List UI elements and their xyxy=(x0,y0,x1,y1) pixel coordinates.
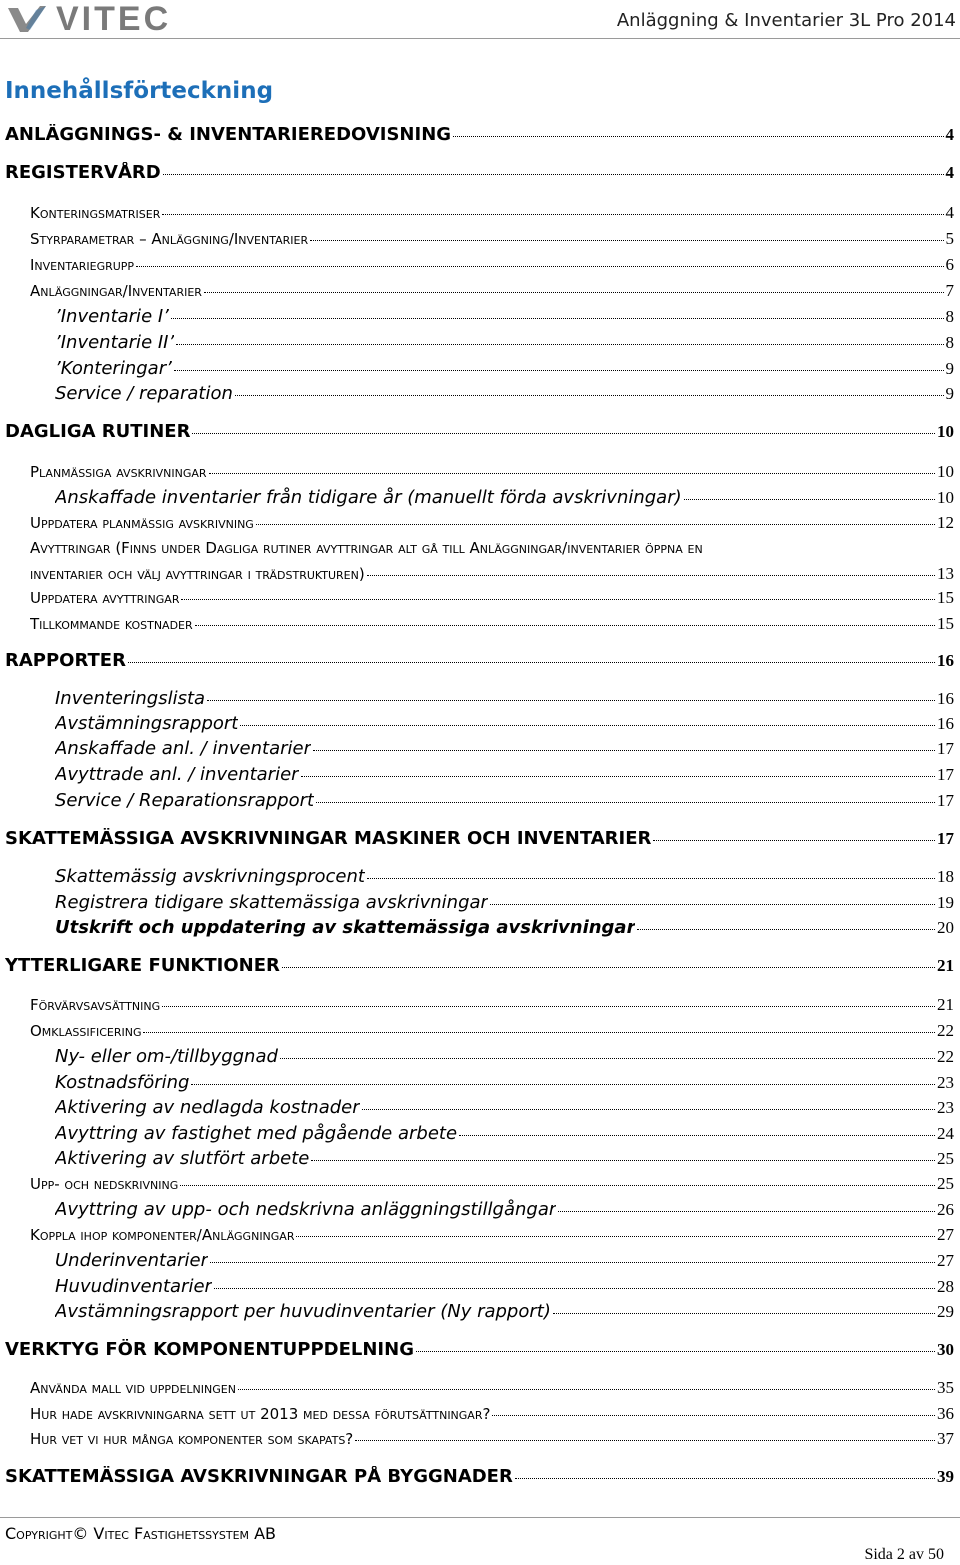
toc-entry[interactable] xyxy=(30,1225,954,1245)
toc-entry-title: Styrparametrar – Anläggning/Inventarier xyxy=(30,230,309,248)
toc-page-number: 10 xyxy=(937,422,954,441)
toc-entry[interactable] xyxy=(55,1250,954,1271)
toc-dot-leader xyxy=(310,240,943,241)
toc-entry-title: Ny- eller om-/tillbyggnad xyxy=(55,1046,278,1067)
toc-dot-leader xyxy=(362,1109,935,1110)
toc-dot-leader xyxy=(256,524,935,525)
toc-entry-title: DAGLIGA RUTINER xyxy=(5,421,191,442)
toc-entry-title: Avstämningsrapport per huvudinventarier (Ny rapport) xyxy=(55,1301,551,1322)
toc-page-number: 7 xyxy=(945,281,954,300)
toc-entry[interactable] xyxy=(55,1276,954,1297)
toc-entry-title: Inventeringslista xyxy=(55,688,206,709)
toc-entry[interactable] xyxy=(55,738,954,759)
toc-entry[interactable] xyxy=(55,1123,954,1144)
toc-entry-title: Underinventarier xyxy=(55,1250,208,1271)
toc-dot-leader xyxy=(209,473,935,474)
toc-dot-leader xyxy=(515,1478,935,1479)
toc-entry-title: Uppdatera planmässig avskrivning xyxy=(30,514,254,532)
toc-entry-title: ’Inventarie II’ xyxy=(55,332,175,353)
copyright-text: Copyright© Vitec Fastighetssystem AB xyxy=(5,1524,277,1543)
toc-page-number: 4 xyxy=(945,125,954,144)
toc-dot-leader xyxy=(163,174,944,175)
toc-entry[interactable] xyxy=(55,358,954,379)
toc-entry-title: Tillkommande kostnader xyxy=(30,615,193,633)
toc-dot-leader xyxy=(240,725,935,726)
toc-entry-title: Service / Reparationsrapport xyxy=(55,790,315,811)
toc-entry-title: Hur vet vi hur många komponenter som skapats? xyxy=(30,1430,354,1448)
toc-page-number: 4 xyxy=(945,163,954,182)
toc-entry-title: ANLÄGGNINGS- & INVENTARIEREDOVISNING xyxy=(5,124,452,145)
toc-entry-title: Inventariegrupp xyxy=(30,256,135,274)
toc-dot-leader xyxy=(637,929,935,930)
toc-entry-title: Anskaffade inventarier från tidigare år (manuellt förda avskrivningar) xyxy=(55,487,682,508)
toc-entry-title: Service / reparation xyxy=(55,383,233,404)
toc-page-number: 15 xyxy=(937,588,954,607)
toc-entry[interactable] xyxy=(30,1021,954,1041)
toc-page-number: 39 xyxy=(937,1467,954,1486)
toc-dot-leader xyxy=(416,1351,935,1352)
toc-page-number: 27 xyxy=(937,1251,954,1270)
toc-page-number: 24 xyxy=(937,1124,954,1143)
toc-page-number: 25 xyxy=(937,1174,954,1193)
toc-entry[interactable] xyxy=(55,917,954,938)
toc-dot-leader xyxy=(355,1440,935,1441)
toc-page-number: 6 xyxy=(945,255,954,274)
toc-dot-leader xyxy=(492,1415,935,1416)
toc-page-number: 9 xyxy=(945,359,954,378)
toc-dot-leader xyxy=(316,802,935,803)
toc-dot-leader xyxy=(367,878,935,879)
toc-entry-title: Huvudinventarier xyxy=(55,1276,212,1297)
toc-dot-leader xyxy=(282,967,935,968)
toc-page-number: 16 xyxy=(937,651,954,670)
toc-entry[interactable] xyxy=(55,383,954,404)
toc-entry-title: Avstämningsrapport xyxy=(55,713,239,734)
toc-entry-title: Registrera tidigare skattemässiga avskrivningar xyxy=(55,892,488,913)
toc-page-number: 12 xyxy=(937,513,954,532)
page-indicator: Sida 2 av 50 xyxy=(864,1546,944,1563)
toc-dot-leader xyxy=(453,136,943,137)
toc-page-number: 20 xyxy=(937,918,954,937)
toc-dot-leader xyxy=(301,776,935,777)
toc-page-number: 17 xyxy=(937,739,954,758)
toc-dot-leader xyxy=(162,214,943,215)
toc-entry-title: ’Inventarie I’ xyxy=(55,306,169,327)
toc-entry[interactable] xyxy=(30,513,954,533)
toc-page-number: 10 xyxy=(937,462,954,481)
logo-text: VITEC xyxy=(56,0,172,38)
toc-entry[interactable] xyxy=(55,1097,954,1118)
toc-entry-title: Uppdatera avyttringar xyxy=(30,589,180,607)
toc-entry[interactable] xyxy=(30,462,954,482)
toc-dot-leader xyxy=(207,700,935,701)
toc-entry[interactable] xyxy=(30,995,954,1015)
toc-dot-leader xyxy=(553,1313,935,1314)
toc-dot-leader xyxy=(296,1236,935,1237)
toc-page-number: 30 xyxy=(937,1340,954,1359)
toc-page-number: 15 xyxy=(937,614,954,633)
toc-entry[interactable] xyxy=(55,306,954,327)
toc-entry-title: Aktivering av slutfört arbete xyxy=(55,1148,310,1169)
toc-entry-title: Anskaffade anl. / inventarier xyxy=(55,738,311,759)
toc-entry[interactable] xyxy=(5,650,954,671)
toc-dot-leader xyxy=(235,395,944,396)
toc-dot-leader xyxy=(143,1032,935,1033)
toc-dot-leader xyxy=(214,1288,935,1289)
toc-entry[interactable] xyxy=(30,1429,954,1449)
toc-entry[interactable] xyxy=(55,866,954,887)
toc-entry[interactable] xyxy=(55,713,954,734)
toc-entry[interactable] xyxy=(55,1046,954,1067)
toc-page-number: 36 xyxy=(937,1404,954,1423)
toc-entry[interactable] xyxy=(30,1378,954,1398)
toc-entry-title: Avyttringar (Finns under Dagliga rutiner avyttringar alt gå till Anläggningar/inventarier öppna en xyxy=(30,539,703,557)
toc-page-number: 21 xyxy=(937,956,954,975)
toc-dot-leader xyxy=(490,904,935,905)
toc-dot-leader xyxy=(195,625,935,626)
toc-entry[interactable] xyxy=(55,487,954,508)
toc-page-number: 17 xyxy=(937,829,954,848)
toc-entry-title: Anläggningar/Inventarier xyxy=(30,282,202,300)
toc-dot-leader xyxy=(128,662,935,663)
toc-page-number: 21 xyxy=(937,995,954,1014)
toc-page-number: 27 xyxy=(937,1225,954,1244)
toc-dot-leader xyxy=(210,1262,935,1263)
toc-dot-leader xyxy=(367,575,935,576)
toc-entry[interactable] xyxy=(55,1301,954,1322)
toc-dot-leader xyxy=(558,1211,935,1212)
toc-entry[interactable] xyxy=(30,588,954,608)
toc-entry[interactable] xyxy=(30,229,954,249)
toc-page-number: 16 xyxy=(937,714,954,733)
toc-entry[interactable] xyxy=(5,1466,954,1487)
toc-page-number: 13 xyxy=(937,564,954,583)
toc-dot-leader xyxy=(136,266,943,267)
toc-entry-title: Omklassificering xyxy=(30,1022,142,1040)
toc-entry[interactable] xyxy=(30,281,954,301)
toc-entry-title: REGISTERVÅRD xyxy=(5,162,161,183)
toc-entry-title: VERKTYG FÖR KOMPONENTUPPDELNING xyxy=(5,1339,414,1360)
toc-dot-leader xyxy=(174,370,944,371)
toc-entry-title: Aktivering av nedlagda kostnader xyxy=(55,1097,360,1118)
toc-entry-title: ’Konteringar’ xyxy=(55,358,172,379)
toc-dot-leader xyxy=(313,750,935,751)
footer-divider xyxy=(0,1517,960,1518)
toc-page-number: 26 xyxy=(937,1200,954,1219)
toc-page-number: 9 xyxy=(945,384,954,403)
toc-entry-title: Upp- och nedskrivning xyxy=(30,1175,179,1193)
toc-entry[interactable] xyxy=(55,764,954,785)
toc-entry-title: Avyttring av fastighet med pågående arbete xyxy=(55,1123,458,1144)
toc-entry-title: Konteringsmatriser xyxy=(30,204,161,222)
toc-dot-leader xyxy=(653,840,935,841)
toc-entry[interactable] xyxy=(55,332,954,353)
toc-entry-title: Avyttring av upp- och nedskrivna anläggningstillgångar xyxy=(55,1199,557,1220)
toc-page-number: 37 xyxy=(937,1429,954,1448)
toc-entry-title: Använda mall vid uppdelningen xyxy=(30,1379,236,1397)
toc-dot-leader xyxy=(204,292,944,293)
toc-page-number: 22 xyxy=(937,1047,954,1066)
toc-entry-title: SKATTEMÄSSIGA AVSKRIVNINGAR MASKINER OCH INVENTARIER xyxy=(5,828,652,849)
toc-entry[interactable] xyxy=(30,1174,954,1194)
toc-dot-leader xyxy=(191,1084,935,1085)
toc-dot-leader xyxy=(181,599,935,600)
toc-dot-leader xyxy=(280,1058,935,1059)
toc-entry[interactable] xyxy=(55,1148,954,1169)
toc-page-number: 17 xyxy=(937,765,954,784)
toc-dot-leader xyxy=(238,1389,935,1390)
toc-entry[interactable] xyxy=(55,1072,954,1093)
toc-entry-title: Planmässiga avskrivningar xyxy=(30,463,207,481)
toc-dot-leader xyxy=(176,344,943,345)
toc-page-number: 8 xyxy=(945,333,954,352)
toc-page-number: 22 xyxy=(937,1021,954,1040)
toc-entry-title: YTTERLIGARE FUNKTIONER xyxy=(5,955,280,976)
toc-page-number: 10 xyxy=(937,488,954,507)
toc-dot-leader xyxy=(171,318,944,319)
toc-page-number: 16 xyxy=(937,689,954,708)
toc-page-number: 23 xyxy=(937,1098,954,1117)
toc-entry[interactable] xyxy=(55,1199,954,1220)
toc-entry[interactable] xyxy=(5,124,954,145)
toc-entry[interactable] xyxy=(30,564,954,584)
toc-entry[interactable] xyxy=(5,421,954,442)
toc-entry-title: SKATTEMÄSSIGA AVSKRIVNINGAR PÅ BYGGNADER xyxy=(5,1466,513,1487)
toc-entry-title: Förvärvsavsättning xyxy=(30,996,161,1014)
toc-entry[interactable] xyxy=(30,255,954,275)
toc-entry[interactable] xyxy=(5,162,954,183)
toc-entry[interactable] xyxy=(55,790,954,811)
toc-entry-title: Kostnadsföring xyxy=(55,1072,190,1093)
toc-entry[interactable] xyxy=(5,955,954,976)
toc-page-number: 4 xyxy=(945,203,954,222)
toc-dot-leader xyxy=(192,433,935,434)
toc-page-number: 25 xyxy=(937,1149,954,1168)
toc-entry[interactable] xyxy=(5,828,954,849)
toc-dot-leader xyxy=(180,1185,935,1186)
toc-entry[interactable] xyxy=(30,614,954,634)
toc-entry[interactable] xyxy=(30,539,703,557)
toc-dot-leader xyxy=(684,499,935,500)
toc-page-number: 19 xyxy=(937,893,954,912)
toc-dot-leader xyxy=(311,1160,935,1161)
toc-page-number: 29 xyxy=(937,1302,954,1321)
toc-entry-title: Utskrift och uppdatering av skattemässiga avskrivningar xyxy=(55,917,636,938)
document-title: Anläggning & Inventarier 3L Pro 2014 xyxy=(616,10,956,31)
toc-page-number: 17 xyxy=(937,791,954,810)
toc-entry-title: Koppla ihop komponenter/Anläggningar xyxy=(30,1226,295,1244)
toc-entry-title: Skattemässig avskrivningsprocent xyxy=(55,866,365,887)
toc-entry[interactable] xyxy=(30,203,954,223)
toc-page-number: 5 xyxy=(945,229,954,248)
toc-dot-leader xyxy=(459,1135,935,1136)
toc-page-number: 8 xyxy=(945,307,954,326)
toc-entry[interactable] xyxy=(30,1404,954,1424)
toc-page-number: 18 xyxy=(937,867,954,886)
toc-entry[interactable] xyxy=(55,892,954,913)
toc-dot-leader xyxy=(162,1006,935,1007)
toc-entry[interactable] xyxy=(55,688,954,709)
toc-entry-title: inventarier och välj avyttringar i trädstrukturen) xyxy=(30,565,365,583)
toc-entry-title: RAPPORTER xyxy=(5,650,126,671)
toc-page-number: 23 xyxy=(937,1073,954,1092)
toc-entry-title: Hur hade avskrivningarna sett ut 2013 med dessa förutsättningar? xyxy=(30,1405,491,1423)
toc-page-number: 28 xyxy=(937,1277,954,1296)
toc-page-number: 35 xyxy=(937,1378,954,1397)
toc-entry[interactable] xyxy=(5,1339,954,1360)
toc-entry-title: Avyttrade anl. / inventarier xyxy=(55,764,299,785)
toc-heading: Innehållsförteckning xyxy=(5,78,274,104)
